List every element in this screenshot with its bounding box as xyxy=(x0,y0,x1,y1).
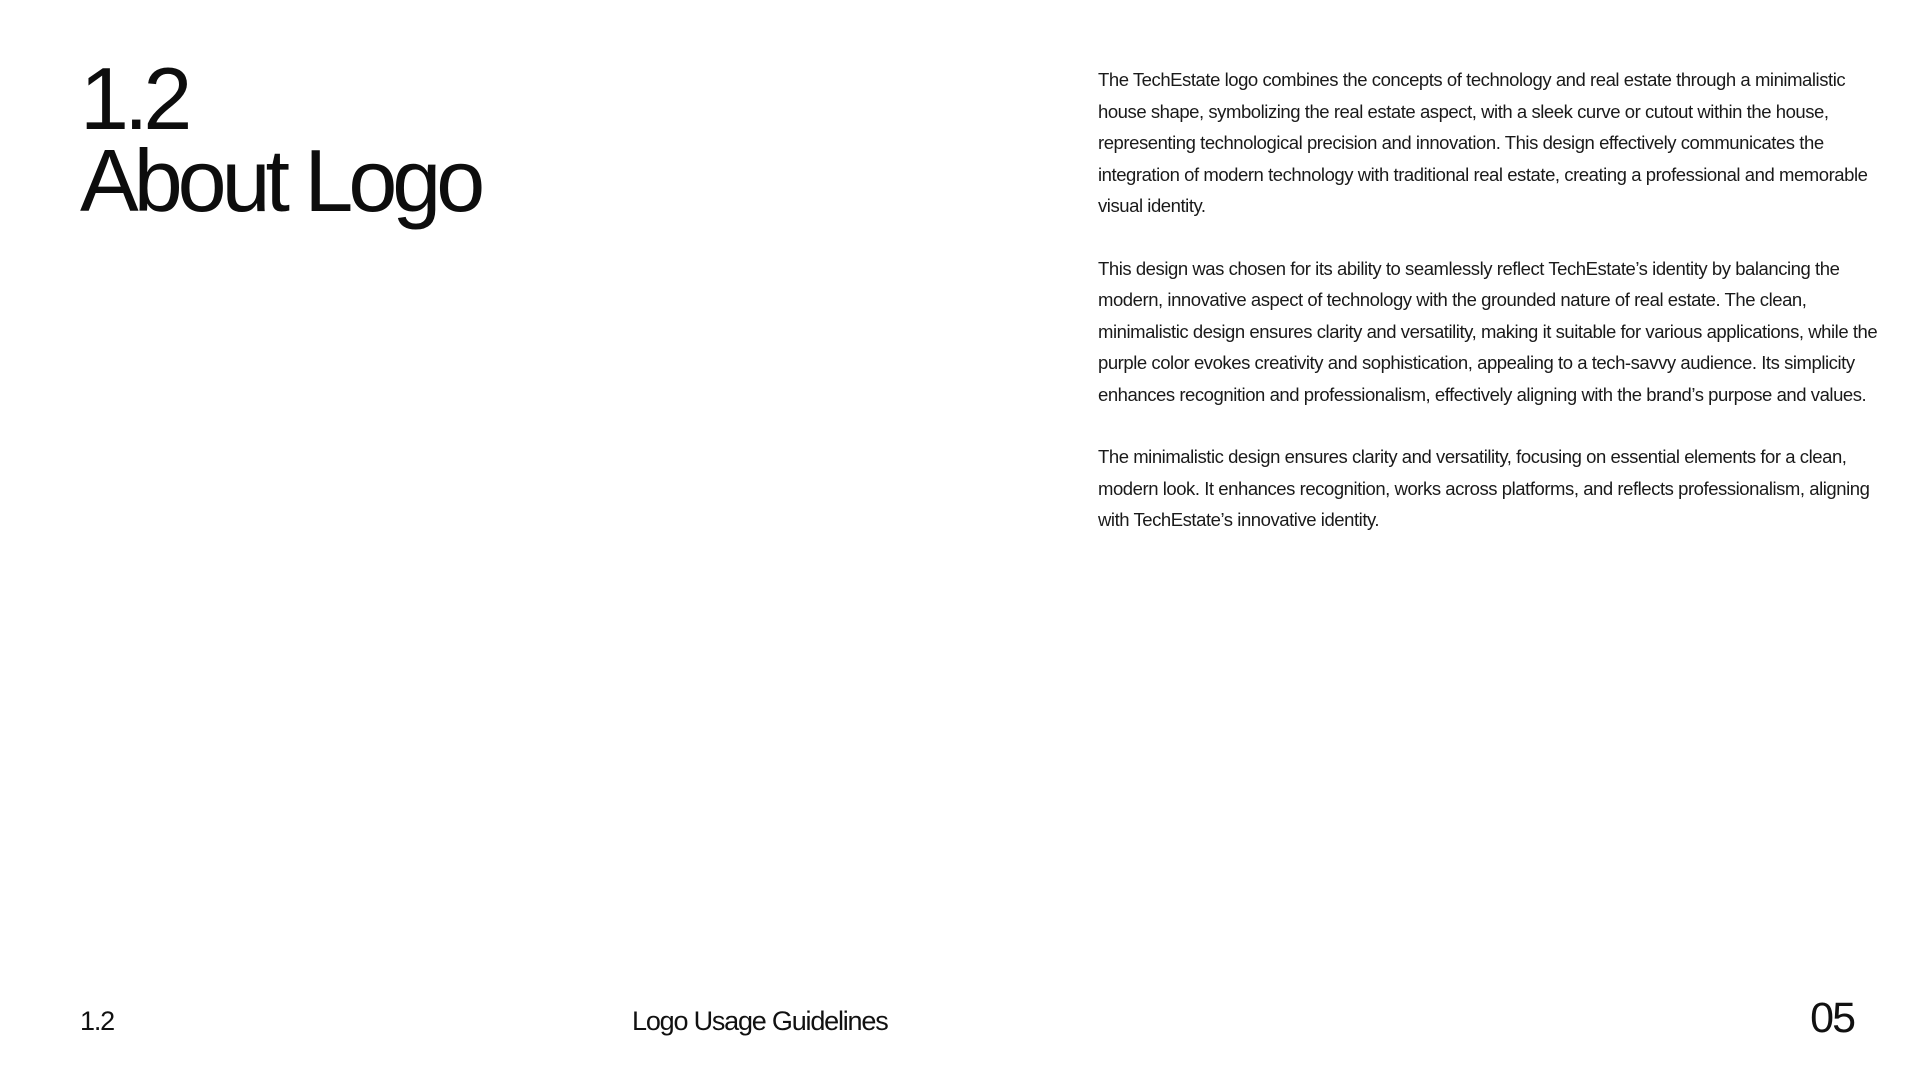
footer-document-title: Logo Usage Guidelines xyxy=(632,1006,888,1036)
body-text xyxy=(1098,64,1888,567)
section-title: About Logo xyxy=(80,131,481,230)
paragraph-minimalism: The minimalistic design ensures clarity and versatility, focusing on essential elements for a clean, modern look. It enhances recognition, works across platforms, and reflects professionalism, aligning with TechEstate’s innovative identity. xyxy=(1098,446,1870,530)
footer-section-number: 1.2 xyxy=(80,1006,114,1036)
paragraph-logo-concept: The TechEstate logo combines the concepts of technology and real estate through a minimalistic house shape, symbolizing the real estate aspect, with a sleek curve or cutout within the house, representing technological precision and innovation. This design effectively communicates the integration of modern technology with traditional real estate, creating a professional and memorable visual identity. xyxy=(1098,69,1868,216)
page-number: 05 xyxy=(1810,994,1854,1042)
paragraph-design-rationale: This design was chosen for its ability to seamlessly reflect TechEstate’s identity by balancing the modern, innovative aspect of technology with the grounded nature of real estate. The clean, minimalistic design ensures clarity and versatility, making it suitable for various applications, while the purple color evokes creativity and sophistication, appealing to a tech-savvy audience. Its simplicity enhances recognition and professionalism, effectively aligning with the brand’s purpose and values. xyxy=(1098,257,1878,405)
page-title xyxy=(80,49,481,230)
section-number: 1.2 xyxy=(80,49,188,148)
